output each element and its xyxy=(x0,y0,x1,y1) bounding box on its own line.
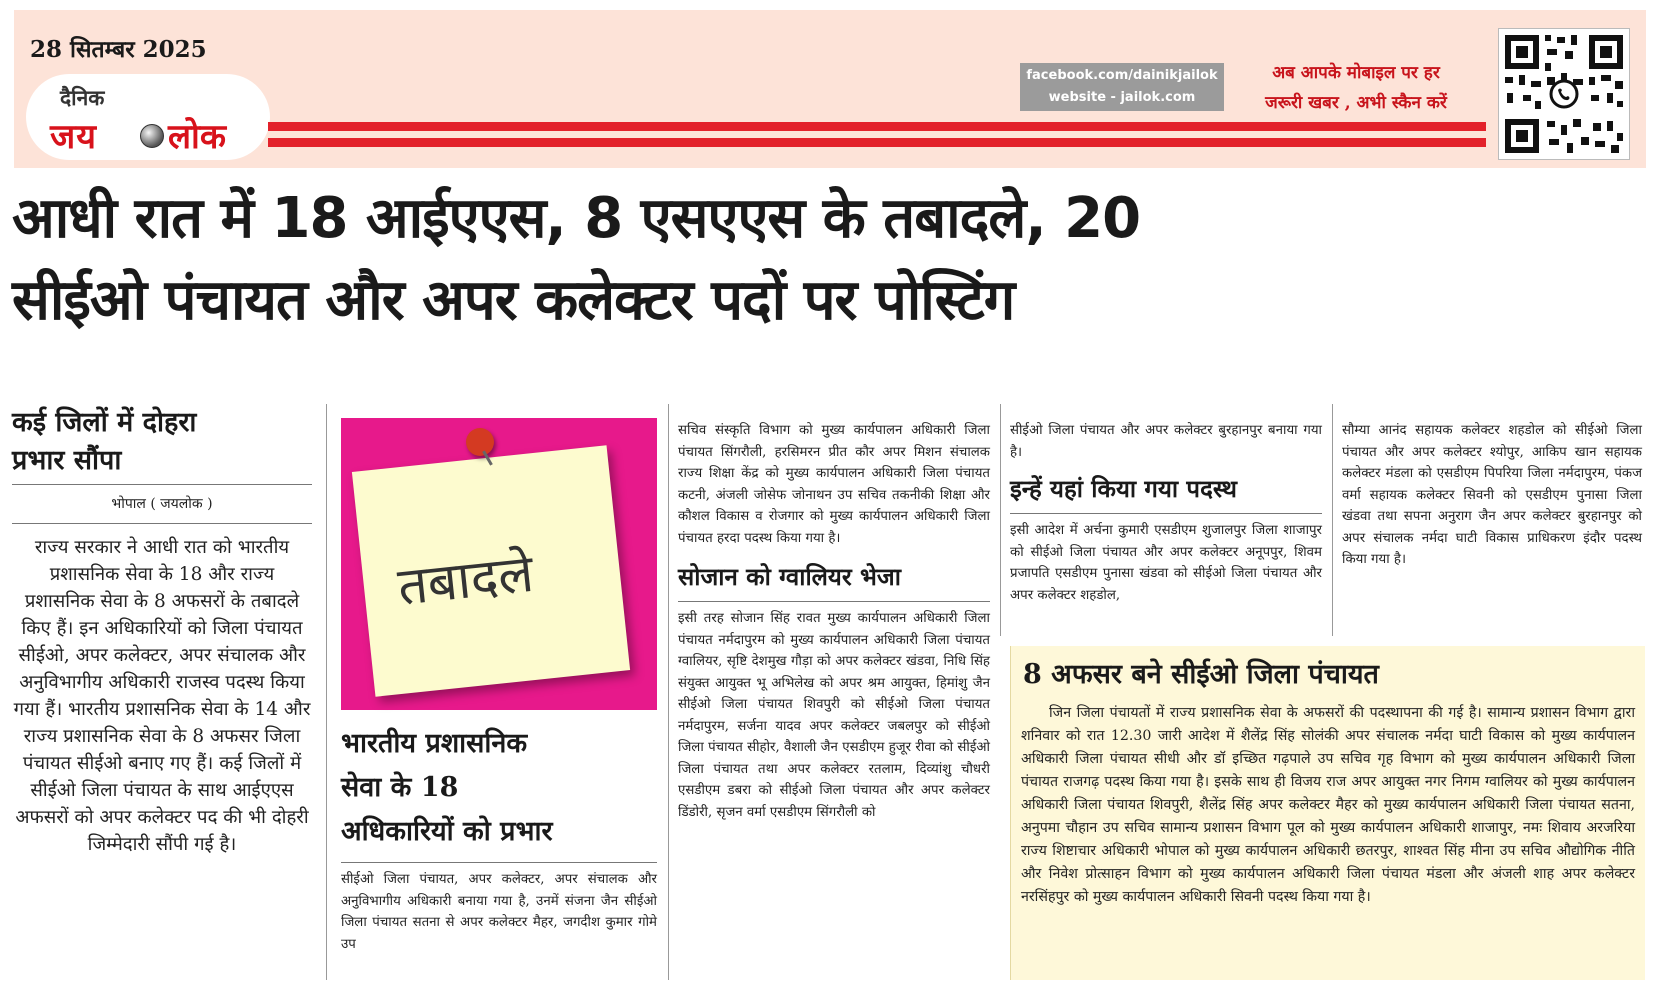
subhead-line: अधिकारियों को प्रभार xyxy=(341,816,553,847)
newspaper-logo[interactable] xyxy=(26,74,270,160)
promo-line: जरूरी खबर , अभी स्कैन करें xyxy=(1265,93,1447,113)
sticky-note xyxy=(352,445,630,697)
qr-code-icon[interactable] xyxy=(1498,28,1630,160)
sidebar-headline-line: प्रभार सौंपा xyxy=(12,445,122,476)
box-body-text: जिन जिला पंचायतों में राज्य प्रशासनिक सेवा के अफसरों की पदस्थापना की गई है। सामान्य प्रशासन विभाग द्वारा शनिवार को रात 12.30 जारी आदेश में शैलेंद्र सिंह सोलंकी अपर संचालक नर्मदा घाटी विकास को मुख्य कार्यपालन अधिकारी जिला पंचायत सीधी और डॉ इच्छित गढ़पाले उप सचिव गृह विभाग को मुख्य कार्यपालन अधिकारी जिला पंचायत राजगढ़ पदस्थ किया गया है। इसके साथ ही विजय राज अपर आयुक्त नगर निगम ग्वालियर को मुख्य कार्यपालन अधिकारी जिला पंचायत शिवपुरी, शैलेंद्र सिंह अपर कलेक्टर मैहर को मुख्य कार्यपालन अधिकारी जिला पंचायत सतना, अनुपमा चौहान उप सचिव सामान्य प्रशासन विभाग पूल को मुख्य कार्यपालन अधिकारी शाजापुर, नमः शिवाय अरजरिया राज्य शिष्टाचार अधिकारी भोपाल को मुख्य कार्यपालन अधिकारी छतरपुर, शाश्वत सिंह मीना उप सचिव औद्योगिक नीति और निवेश प्रोत्साहन विभाग को मुख्य कार्यपालन अधिकारी जिला पंचायत मंडला और अंजली शाह अपर कलेक्टर नरसिंहपुर को मुख्य कार्यपालन अधिकारी सिवनी पदस्थ किया गया है। xyxy=(1021,705,1635,905)
issue-date: 28 सितम्बर 2025 xyxy=(30,36,207,63)
sidebar-headline-line: कई जिलों में दोहरा xyxy=(12,407,197,438)
body-text: सीईओ जिला पंचायत, अपर कलेक्टर, अपर संचालक और अनुविभागीय अधिकारी बनाया गया है, उनमें संजना जैन सीईओ जिला पंचायत सतना से अपर कलेक्टर मैहर, जगदीश कुमार गोमे उप xyxy=(341,872,657,952)
body-text: सचिव संस्कृति विभाग को मुख्य कार्यपालन अधिकारी जिला पंचायत सिंगरौली, हरसिमरन प्रीत कौर अपर मिशन संचालक राज्य शिक्षा केंद्र को मुख्य कार्यपालन अधिकारी जिला पंचायत कटनी, अंजली जोसेफ जोनाथन उप सचिव तकनीकी शिक्षा और कौशल विकास व रोजगार को मुख्य कार्यपालन अधिकारी जिला पंचायत हरदा पदस्थ किया गया है। xyxy=(678,423,990,546)
divider xyxy=(678,601,990,602)
section-subhead: इन्हें यहां किया गया पदस्थ xyxy=(1010,474,1238,503)
divider xyxy=(12,484,312,485)
body-text: सौम्या आनंद सहायक कलेक्टर शहडोल को सीईओ जिला पंचायत और अपर कलेक्टर श्योपुर, आकिप खान सहायक कलेक्टर मंडला को एसडीएम पिपरिया जिला नर्मदापुरम, पंकज वर्मा सहायक कलेक्टर सिवनी को एसडीएम पुनासा जिला खंडवा तथा सपना अनुराग जैन अपर कलेक्टर बुरहानपुर को अपर संचालक नर्मदा घाटी विकास प्राधिकरण इंदौर पदस्थ किया गया है। xyxy=(1342,423,1642,567)
column-divider xyxy=(326,404,327,980)
article-column-1 xyxy=(12,404,312,858)
subhead-line: भारतीय प्रशासनिक xyxy=(341,728,528,759)
divider xyxy=(341,862,657,863)
article-column-2 xyxy=(341,722,657,955)
body-text: सीईओ जिला पंचायत और अपर कलेक्टर बुरहानपुर बनाया गया है। xyxy=(1010,423,1322,460)
logo-prefix: दैनिक xyxy=(60,86,105,110)
lead-paragraph: राज्य सरकार ने आधी रात को भारतीय प्रशासनिक सेवा के 18 और राज्य प्रशासनिक सेवा के 8 अफसरों के तबादले किए हैं। इन अधिकारियों को जिला पंचायत सीईओ, अपर कलेक्टर, अपर संचालक और अनुविभागीय अधिकारी राजस्व पदस्थ किया गया हैं। भारतीय प्रशासनिक सेवा के 14 और राज्य प्रशासनिक सेवा के 8 अफसर जिला पंचायत सीईओ बनाए गए हैं। कई जिलों में सीईओ जिला पंचायत के साथ आईएएस अफसरों को अपर कलेक्टर पद की भी दोहरी जिम्मेदारी सौंपी गई है। xyxy=(13,537,311,855)
promo-line: अब आपके मोबाइल पर हर xyxy=(1272,63,1440,83)
main-headline xyxy=(12,178,1642,342)
red-stripe xyxy=(268,138,1486,147)
article-column-3 xyxy=(678,420,990,823)
article-column-5 xyxy=(1342,420,1642,571)
boxed-story xyxy=(1010,646,1645,980)
column-divider xyxy=(668,404,669,980)
facebook-link[interactable]: facebook.com/dainikjailok xyxy=(1026,68,1218,83)
red-stripe xyxy=(268,122,1486,131)
column-divider xyxy=(1000,404,1001,636)
subhead-line: सेवा के 18 xyxy=(341,772,459,803)
image-label: तबादले xyxy=(395,543,537,618)
section-subhead: सोजान को ग्वालियर भेजा xyxy=(678,562,901,591)
article-column-4 xyxy=(1010,420,1322,606)
social-links[interactable] xyxy=(1020,63,1224,111)
globe-icon xyxy=(140,124,164,148)
sidebar-headline xyxy=(12,404,312,480)
divider xyxy=(12,523,312,524)
headline-line: सीईओ पंचायत और अपर कलेक्टर पदों पर पोस्टिंग xyxy=(12,268,1015,333)
divider xyxy=(1010,513,1322,514)
pushpin-icon xyxy=(466,428,494,456)
website-link[interactable]: website - jailok.com xyxy=(1048,90,1196,105)
section-subhead xyxy=(341,722,657,854)
transfers-image xyxy=(341,418,657,710)
logo-word-left: जय xyxy=(50,117,97,157)
qr-promo-text xyxy=(1244,58,1468,118)
headline-line: आधी रात में 18 आईएएस, 8 एसएएस के तबादले, 20 xyxy=(12,186,1141,251)
box-headline: 8 अफसर बने सीईओ जिला पंचायत xyxy=(1023,659,1379,690)
masthead xyxy=(14,10,1646,168)
logo-word-right: लोक xyxy=(168,117,226,157)
column-divider xyxy=(1332,404,1333,636)
dateline: भोपाल ( जयलोक ) xyxy=(111,496,213,512)
body-text: इसी आदेश में अर्चना कुमारी एसडीएम शुजालपुर जिला शाजापुर को सीईओ जिला पंचायत और अपर कलेक्टर अनूपपुर, शिवम प्रजापति एसडीएम पुनासा खंडवा को सीईओ जिला पंचायत और अपर कलेक्टर शहडोल, xyxy=(1010,523,1322,603)
body-text: इसी तरह सोजान सिंह रावत मुख्य कार्यपालन अधिकारी जिला पंचायत नर्मदापुरम को मुख्य कार्यपालन अधिकारी जिला पंचायत ग्वालियर, सृष्टि देशमुख गौड़ा को अपर कलेक्टर खंडवा, निधि सिंह संयुक्त आयुक्त भू अभिलेख को अपर श्रम आयुक्त, हिमांशु जैन सीईओ जिला पंचायत शिवपुरी को सीईओ जिला पंचायत नर्मदापुरम, सर्जना यादव अपर कलेक्टर जबलपुर को सीईओ जिला पंचायत सीहोर, वैशाली जैन एसडीएम हुजूर रीवा को सीईओ जिला पंचायत तथा अपर कलेक्टर रतलाम, दिव्यांशु चौधरी एसडीएम डबरा को सीईओ जिला पंचायत और अपर कलेक्टर डिंडोरी, सृजन वर्मा एसडीएम सिंगरौली को xyxy=(678,611,990,820)
